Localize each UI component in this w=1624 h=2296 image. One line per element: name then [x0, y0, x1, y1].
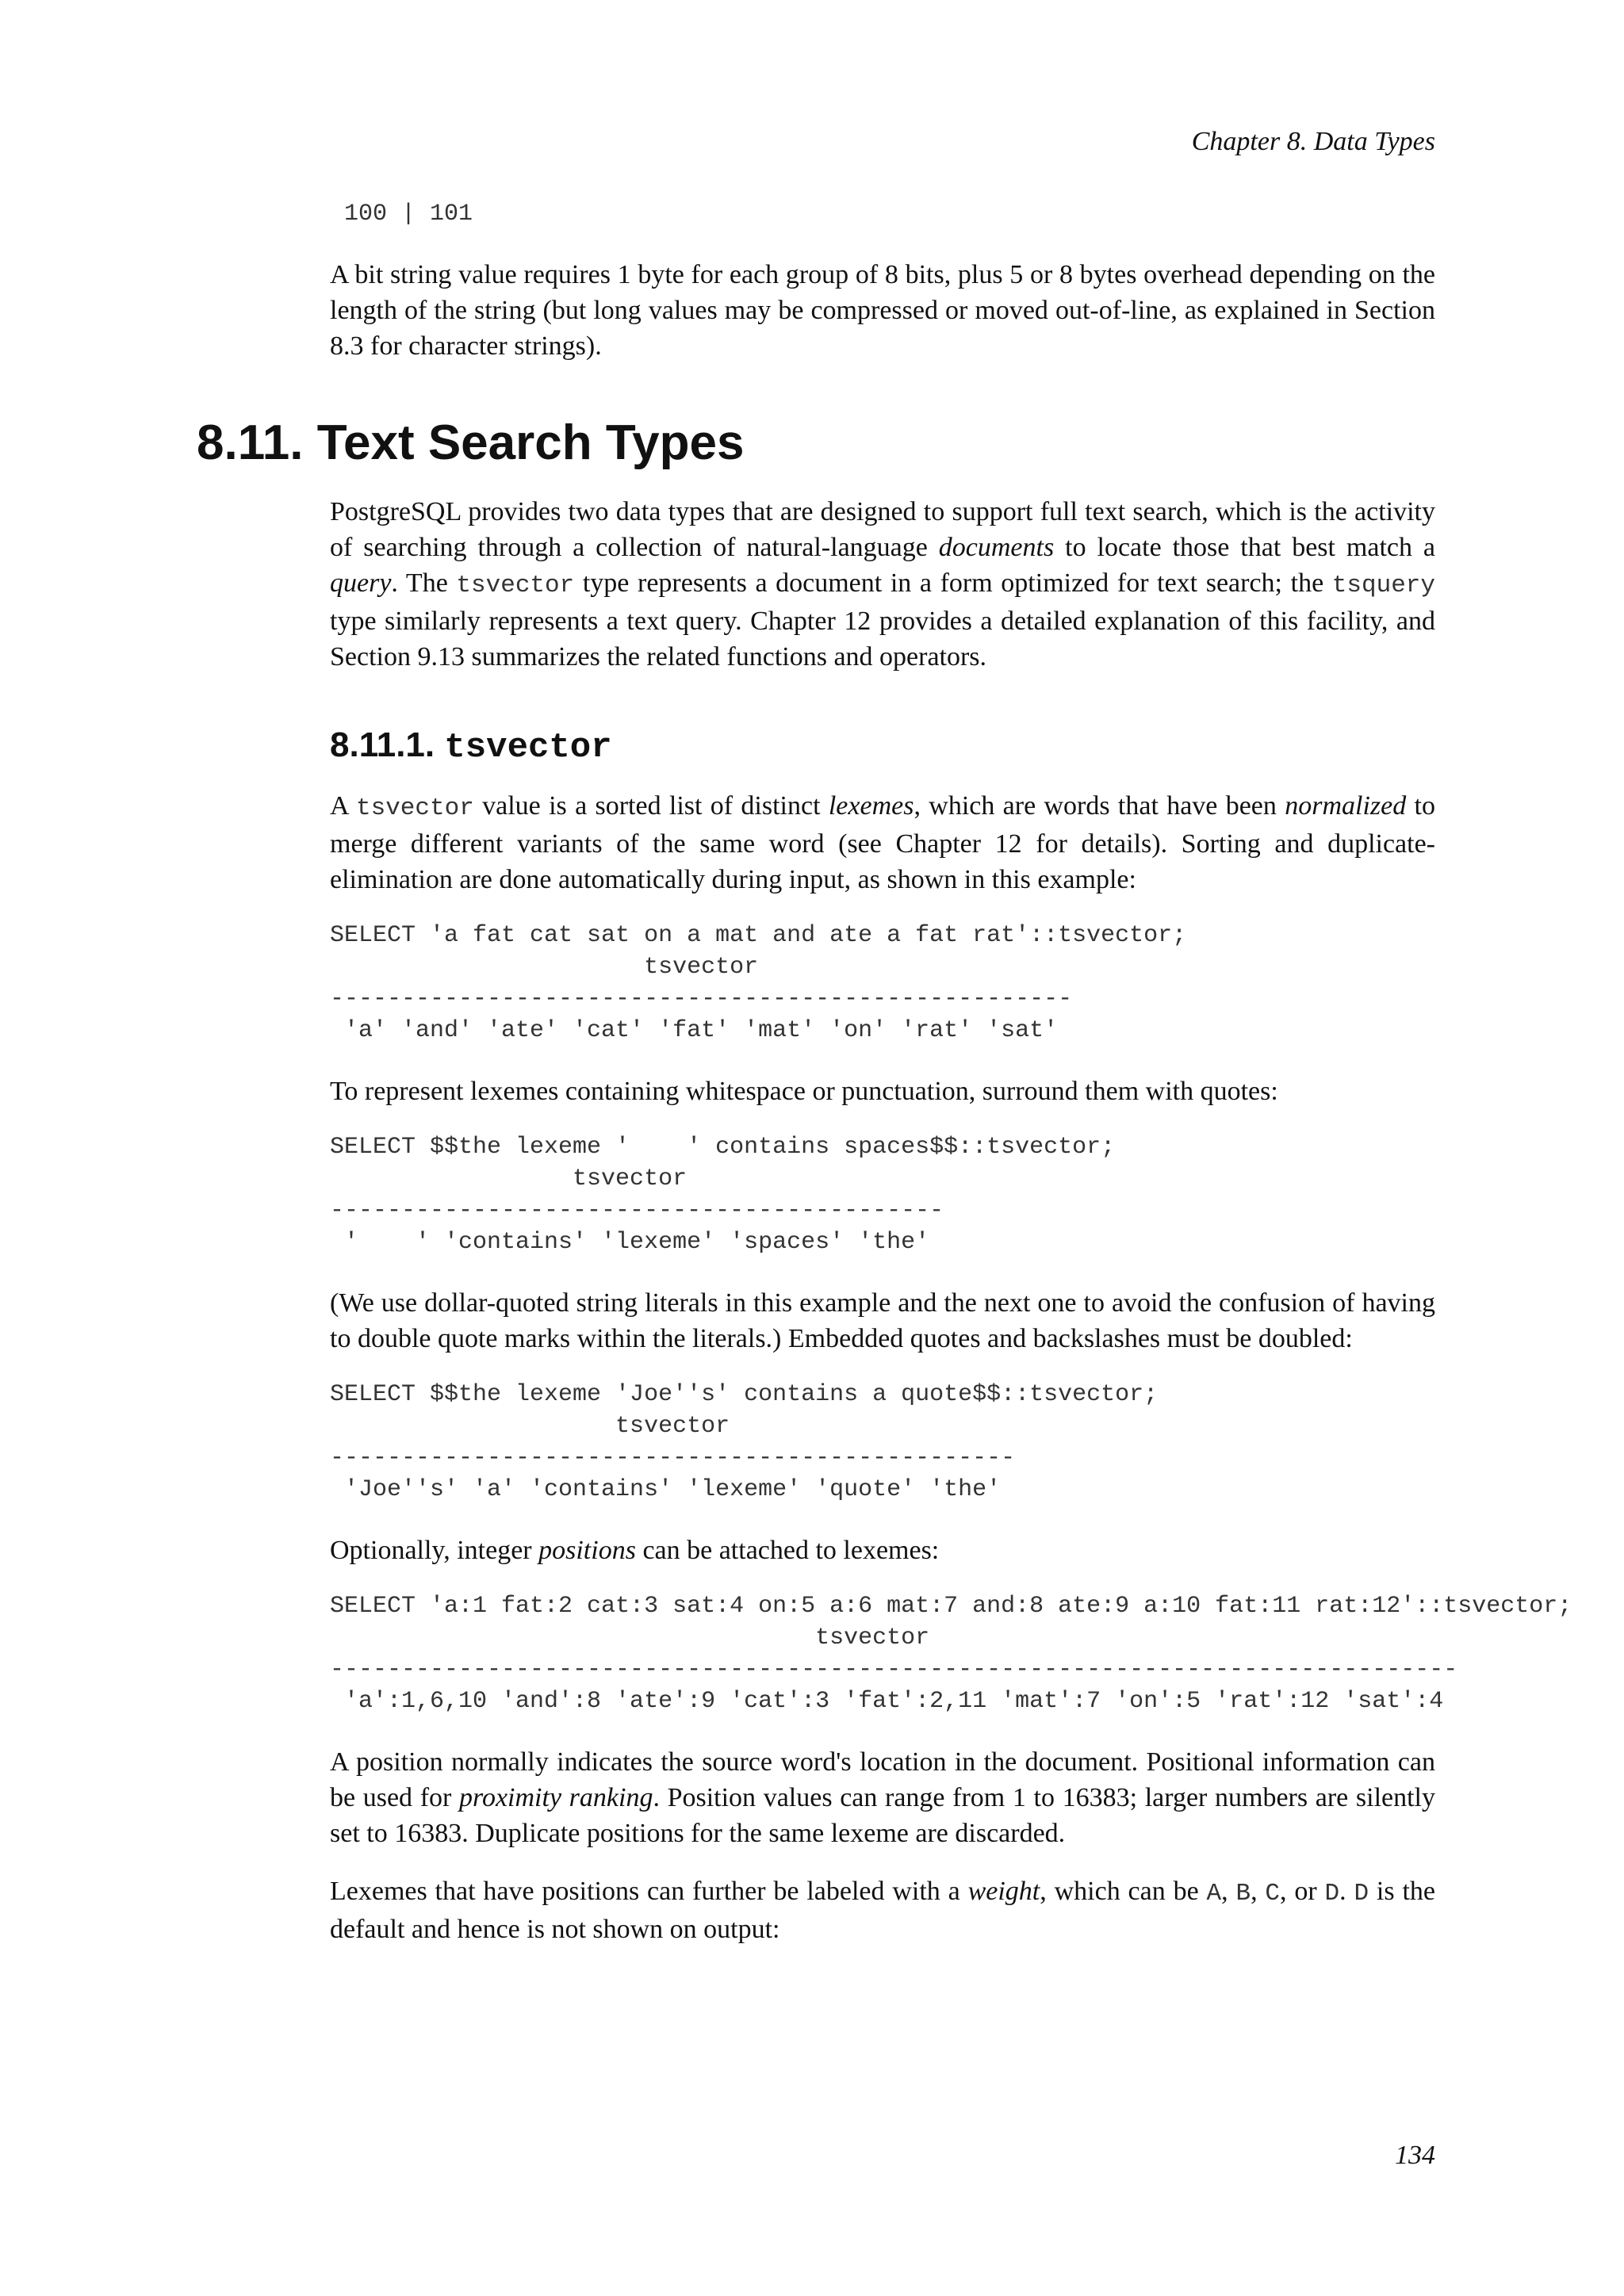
emphasis-proximity-ranking: proximity ranking — [458, 1783, 653, 1812]
code-inline-weight-d: D — [1324, 1880, 1340, 1908]
page-content — [197, 198, 1572, 1969]
code-inline-tsvector: tsvector — [456, 572, 575, 599]
text-run: Optionally, integer — [330, 1536, 539, 1565]
emphasis-weight: weight — [967, 1877, 1040, 1906]
text-run: Lexemes that have positions can further be labeled with a — [330, 1877, 968, 1906]
text-run: value is a sorted list of distinct — [473, 791, 829, 821]
code-inline-tsvector: tsvector — [356, 794, 474, 822]
section-heading — [197, 411, 1302, 475]
code-inline-tsquery: tsquery — [1331, 572, 1436, 599]
text-run: , — [1251, 1877, 1266, 1906]
text-run: , which are words that have been — [914, 791, 1285, 821]
running-header: Chapter 8. Data Types — [1191, 127, 1435, 156]
paragraph-tsvector-description — [330, 788, 1435, 897]
paragraph-bit-string-storage: A bit string value requires 1 byte for each group of 8 bits, plus 5 or 8 bytes overhead depending on the length of the string (but long values may be compressed or moved out-of-line, as explained in Section 8.3 for character strings). — [330, 260, 1435, 361]
text-run: to locate those that best match a — [1054, 533, 1436, 562]
paragraph-weights — [330, 1873, 1435, 1947]
code-inline-weight-c: C — [1265, 1880, 1281, 1908]
text-run: , or — [1280, 1877, 1325, 1906]
text-run: A — [330, 791, 356, 821]
text-run: . — [1339, 1877, 1354, 1906]
section-title: Text Search Types — [316, 415, 745, 470]
emphasis-query: query — [330, 568, 392, 598]
text-run: to merge different variants of the same word (see Chapter 12 for details). Sorting and duplicate-elimination are done automatically during input, as shown in this example: — [330, 791, 1435, 894]
text-run: is the default and hence is not shown on output: — [330, 1877, 1435, 1944]
section-number: 8.11. — [197, 415, 304, 470]
paragraph-whitespace-quotes: To represent lexemes containing whitespace or punctuation, surround them with quotes: — [330, 1077, 1278, 1106]
emphasis-lexemes: lexemes — [828, 791, 914, 821]
paragraph-dollar-quoting: (We use dollar-quoted string literals in this example and the next one to avoid the confusion of having to double quote marks within the literals.) Embedded quotes and backslashes must be doubled: — [330, 1288, 1435, 1353]
text-run: , — [1221, 1877, 1236, 1906]
text-run: type represents a document in a form optimized for text search; the — [574, 568, 1332, 598]
text-run: can be attached to lexemes: — [635, 1536, 940, 1565]
code-block-example-3: SELECT $$the lexeme 'Joe''s' contains a quote$$::tsvector; tsvector ------------------------------------------------ 'Joe''s' 'a' 'contains' 'lexeme' 'quote' 'the' — [330, 1381, 1159, 1503]
code-inline-weight-b: B — [1235, 1880, 1251, 1908]
paragraph-position-meaning — [330, 1744, 1435, 1851]
text-run: , which can be — [1040, 1877, 1207, 1906]
text-run: . Position values can range from 1 to 16383; larger numbers are silently set to 16383. Duplicate positions for the same lexeme are discarded. — [330, 1783, 1435, 1848]
emphasis-documents: documents — [938, 533, 1055, 562]
code-block-example-4: SELECT 'a:1 fat:2 cat:3 sat:4 on:5 a:6 mat:7 and:8 ate:9 a:10 fat:11 rat:12'::tsvector; tsvector ------------------------------------------------------------------------------- 'a':1,6,10 'and':8 'ate':9 'cat':3 'fat':2,11 'mat':7 'on':5 'rat':12 'sat':4 — [330, 1593, 1572, 1715]
paragraph-positions — [330, 1533, 1435, 1568]
paragraph-text-search-intro — [330, 494, 1435, 675]
code-block-example-2: SELECT $$the lexeme ' ' contains spaces$$::tsvector; tsvector ------------------------------------------- ' ' 'contains' 'lexeme' 'spaces' 'the' — [330, 1134, 1116, 1256]
emphasis-positions: positions — [538, 1536, 636, 1565]
subsection-number: 8.11.1. — [330, 725, 445, 764]
text-run: . The — [391, 568, 457, 598]
code-inline-weight-a: A — [1206, 1880, 1222, 1908]
text-run: A position normally indicates the source word's location in the document. Positional information can be used for — [330, 1747, 1435, 1812]
subsection-title: tsvector — [444, 728, 612, 767]
code-inline-weight-d: D — [1354, 1880, 1369, 1908]
emphasis-normalized: normalized — [1285, 791, 1407, 821]
code-block-example-1: SELECT 'a fat cat sat on a mat and ate a fat rat'::tsvector; tsvector ---------------------------------------------------- 'a' 'and' 'ate' 'cat' 'fat' 'mat' 'on' 'rat' 'sat' — [330, 922, 1187, 1044]
code-block-bit-string-result: 100 | 101 — [344, 201, 473, 228]
page-number: 134 — [1395, 2141, 1435, 2170]
text-run: type similarly represents a text query. Chapter 12 provides a detailed explanation of this facility, and Section 9.13 summarizes the related functions and operators. — [330, 607, 1435, 672]
subsection-heading — [330, 722, 1435, 771]
text-run: PostgreSQL provides two data types that are designed to support full text search, which is the activity of searching through a collection of natural-language — [330, 497, 1435, 562]
